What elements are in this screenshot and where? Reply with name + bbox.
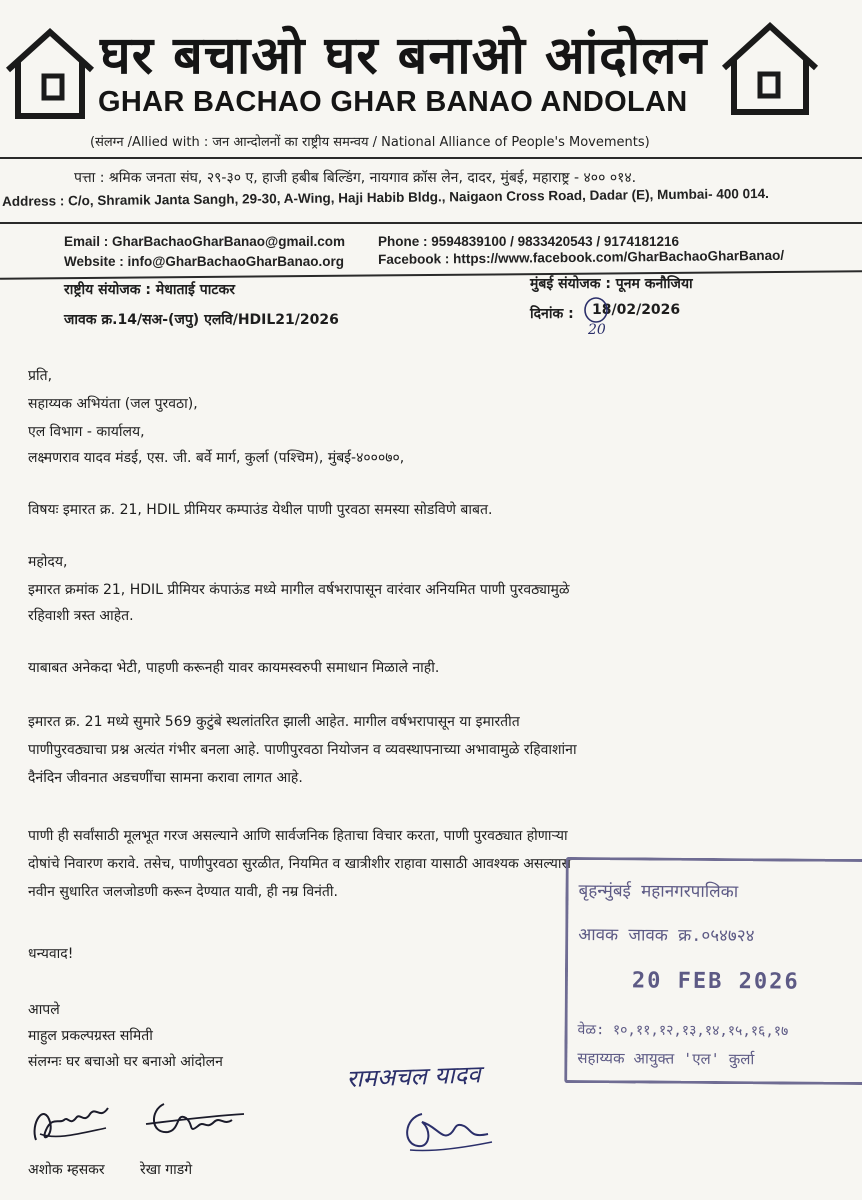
- salutation: महोदय,: [28, 554, 68, 570]
- receiver-initials-icon: [392, 1100, 502, 1160]
- signatory-1-name: अशोक म्हसकर: [28, 1162, 105, 1178]
- signature-ashok-icon: [26, 1094, 116, 1154]
- house-logo-left-icon: [4, 20, 96, 120]
- address-english: Address : C/o, Shramik Janta Sangh, 29-30, A-Wing, Haji Habib Bldg., Naigaon Cross Road, Dadar (E), Mumbai- 400 014.: [2, 185, 769, 209]
- mumbai-convenor: मुंबई संयोजक : पूनम कनौजिया: [530, 276, 693, 292]
- org-title-devanagari: घर बचाओ घर बनाओ आंदोलन: [100, 25, 708, 86]
- date-value: 18/02/2026: [592, 302, 681, 318]
- paragraph-2-line-1: याबाबत अनेकदा भेटी, पाहणी करूनही यावर कायमस्वरुपी समाधान मिळाले नाही.: [28, 660, 440, 676]
- phone-line: Phone : 9594839100 / 9833420543 / 9174181216: [378, 234, 679, 249]
- paragraph-4-line-3: नवीन सुधारित जलजोडणी करून देण्यात यावी, ही नम्र विनंती.: [28, 884, 338, 900]
- committee-name: माहुल प्रकल्पग्रस्त समिती: [28, 1028, 153, 1044]
- recipient-line-1: सहाय्यक अभियंता (जल पुरवठा),: [28, 396, 198, 412]
- paragraph-4-line-2: दोषांचे निवारण करावे. तसेच, पाणीपुरवठा सुरळीत, नियमित व खात्रीशीर राहावा यासाठी आवश्यक असल्यास: [28, 856, 571, 872]
- stamp-time-line: वेळ: १०,११,१२,१३,१४,१५,१६,१७: [577, 1022, 789, 1040]
- paragraph-3-line-3: दैनंदिन जीवनात अडचणींचा सामना करावा लागत आहे.: [28, 770, 303, 786]
- stamp-date: 20 FEB 2026: [631, 968, 800, 995]
- stamp-line-1: बृहन्मुंबई महानगरपालिका: [578, 881, 739, 903]
- org-title-english: GHAR BACHAO GHAR BANAO ANDOLAN: [98, 86, 688, 118]
- recipient-prati: प्रति,: [28, 368, 53, 384]
- national-convenor: राष्ट्रीय संयोजक : मेधाताई पाटकर: [64, 282, 235, 298]
- recipient-line-2: एल विभाग - कार्यालय,: [28, 424, 145, 440]
- email-line: Email : GharBachaoGharBanao@gmail.com: [64, 234, 345, 249]
- stamp-line-2: आवक जावक क्र.०५४७२४: [578, 925, 755, 947]
- house-logo-right-icon: [720, 16, 820, 116]
- paragraph-1-line-2: रहिवाशी त्रस्त आहेत.: [28, 608, 134, 624]
- paragraph-3-line-2: पाणीपुरवठ्याचा प्रश्न अत्यंत गंभीर बनला आहे. पाणीपुरवठा नियोजन व व्यवस्थापनाच्या अभावामुळे रहिवाशांना: [28, 742, 577, 758]
- paragraph-3-line-1: इमारत क्र. 21 मध्ये सुमारे 569 कुटुंबे स्थलांतरित झाली आहेत. मागील वर्षभरापासून या इमारतीत: [28, 714, 520, 730]
- reference-number: जावक क्र.14/सअ-(जपु) एलवि/HDIL21/2026: [64, 312, 339, 328]
- paragraph-1-line-1: इमारत क्रमांक 21, HDIL प्रीमियर कंपाऊंड मध्ये मागील वर्षभरापासून वारंवार अनियमित पाणी पुरवठ्यामुळे: [28, 582, 570, 598]
- thanks: धन्यवाद!: [28, 946, 74, 962]
- stamp-office: सहाय्यक आयुक्त 'एल' कुर्ला: [577, 1049, 755, 1069]
- subject-line: विषयः इमारत क्र. 21, HDIL प्रीमियर कम्पाउंड येथील पाणी पुरवठा समस्या सोडविणे बाबत.: [28, 502, 493, 518]
- website-line: Website : info@GharBachaoGharBanao.org: [64, 254, 344, 269]
- signature-rekha-icon: [140, 1090, 250, 1150]
- receiver-handwritten-name: रामअचल यादव: [346, 1060, 482, 1093]
- header-rule-middle: [0, 222, 862, 224]
- signatory-2-name: रेखा गाडगे: [140, 1162, 193, 1178]
- facebook-line: Facebook : https://www.facebook.com/GharBachaoGharBanao/: [378, 247, 785, 267]
- address-devanagari: पत्ता : श्रमिक जनता संघ, २९-३० ए, हाजी हबीब बिल्डिंग, नायगाव क्रॉस लेन, दादर, मुंबई, महाराष्ट्र - ४०० ०१४.: [74, 170, 637, 186]
- date-label: दिनांक :: [530, 306, 574, 322]
- closing-yours: आपले: [28, 1002, 60, 1018]
- date-correction-handwritten: 20: [588, 322, 606, 338]
- header-rule-top: [0, 157, 862, 159]
- allied-with-line: (संलग्न /Allied with : जन आन्दोलनों का राष्ट्रीय समन्वय / National Alliance of People's Movements): [90, 135, 650, 150]
- received-stamp: [564, 857, 862, 1085]
- recipient-line-3: लक्ष्मणराव यादव मंडई, एस. जी. बर्वे मार्ग, कुर्ला (पश्चिम), मुंबई-४०००७०,: [28, 450, 405, 466]
- affiliation-line: संलग्नः घर बचाओ घर बनाओ आंदोलन: [28, 1054, 223, 1070]
- header-rule-bottom: [0, 270, 862, 280]
- paragraph-4-line-1: पाणी ही सर्वांसाठी मूलभूत गरज असल्याने आणि सार्वजनिक हिताचा विचार करता, पाणी पुरवठ्यात होणाऱ्या: [28, 828, 568, 844]
